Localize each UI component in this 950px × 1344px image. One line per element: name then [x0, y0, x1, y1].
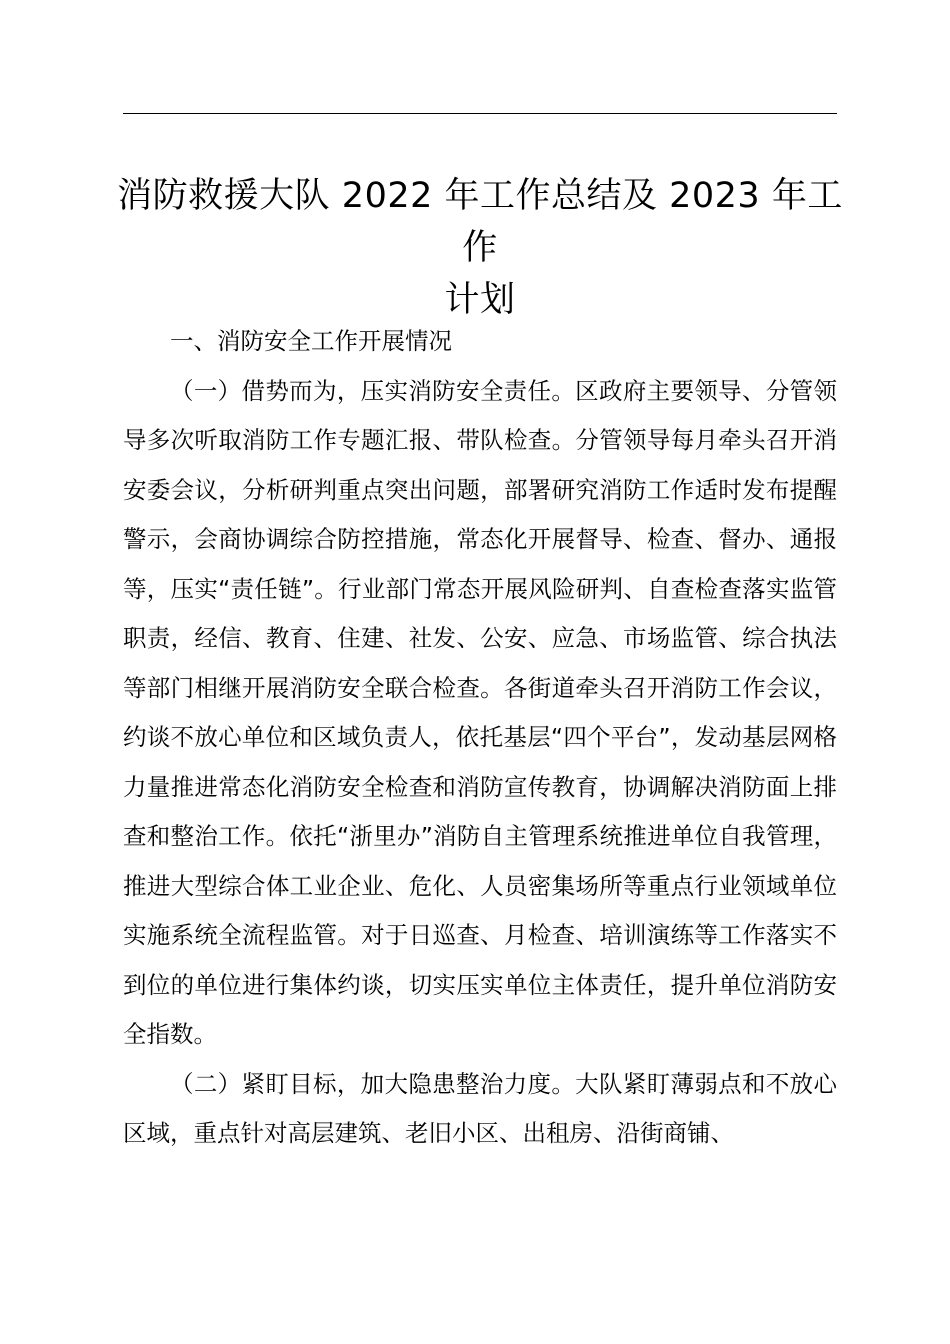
- title-line-1: 消防救援大队 2022 年工作总结及 2023 年工作: [117, 176, 843, 268]
- paragraph-1: （一）借势而为，压实消防安全责任。区政府主要领导、分管领导多次听取消防工作专题汇报、带队检查。分管领导每月牵头召开消安委会议，分析研判重点突出问题，部署研究消防工作适时发布提醒警示，会商协调综合防控措施，常态化开展督导、检查、督办、通报等，压实“责任链”。行业部门常态开展风险研判、自查检查落实监管职责，经信、教育、住建、社发、公安、应急、市场监管、综合执法等部门相继开展消防安全联合检查。各街道牵头召开消防工作会议，约谈不放心单位和区域负责人，依托基层“四个平台”，发动基层网格力量推进常态化消防安全检查和消防宣传教育，协调解决消防面上排查和整治工作。依托“浙里办”消防自主管理系统推进单位自我管理，推进大型综合体工业企业、危化、人员密集场所等重点行业领域单位实施系统全流程监管。对于日巡查、月检查、培训演练等工作落实不到位的单位进行集体约谈，切实压实单位主体责任，提升单位消防安全指数。: [123, 376, 837, 1048]
- title-line-2: 计划: [444, 280, 516, 320]
- section-heading: 一、消防安全工作开展情况: [170, 327, 452, 355]
- paragraph-2: （二）紧盯目标，加大隐患整治力度。大队紧盯薄弱点和不放心区域，重点针对高层建筑、老旧小区、出租房、沿街商铺、: [123, 1069, 837, 1147]
- document-body: [123, 317, 837, 1159]
- document-title: [110, 170, 850, 326]
- header-rule: [123, 113, 837, 114]
